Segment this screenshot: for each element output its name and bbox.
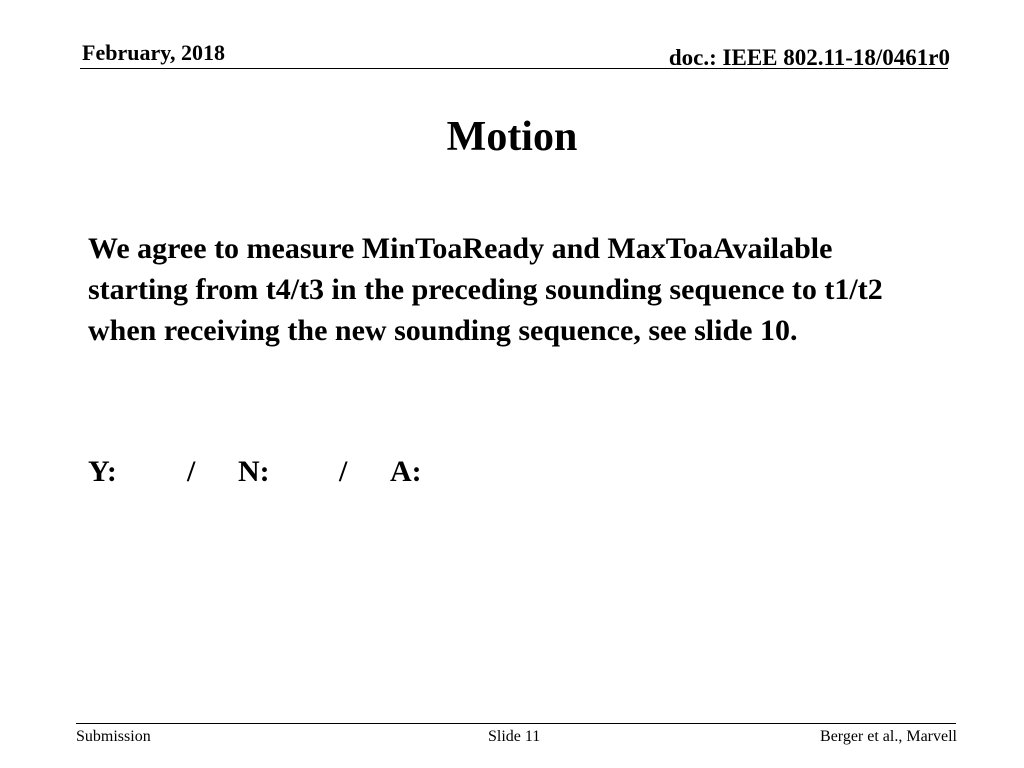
- footer-submission: Submission: [76, 728, 151, 745]
- footer-divider: [76, 723, 956, 724]
- vote-no-label: N:: [238, 455, 270, 488]
- vote-separator: /: [187, 455, 196, 488]
- vote-separator: /: [339, 455, 348, 488]
- footer-slide-number: Slide 11: [488, 728, 541, 745]
- header-divider: [80, 68, 948, 69]
- footer-authors: Berger et al., Marvell: [820, 728, 957, 745]
- header-date: February, 2018: [82, 40, 225, 65]
- slide-title: Motion: [446, 114, 578, 160]
- vote-abstain-label: A:: [390, 455, 422, 488]
- vote-yes-label: Y:: [88, 455, 117, 488]
- motion-text: We agree to measure MinToaReady and MaxToaAvailable starting from t4/t3 in the preceding sounding sequence to t1/t2 when receiving the new sounding sequence, see slide 10.: [88, 232, 883, 347]
- header-doc-id: doc.: IEEE 802.11-18/0461r0: [668, 45, 950, 70]
